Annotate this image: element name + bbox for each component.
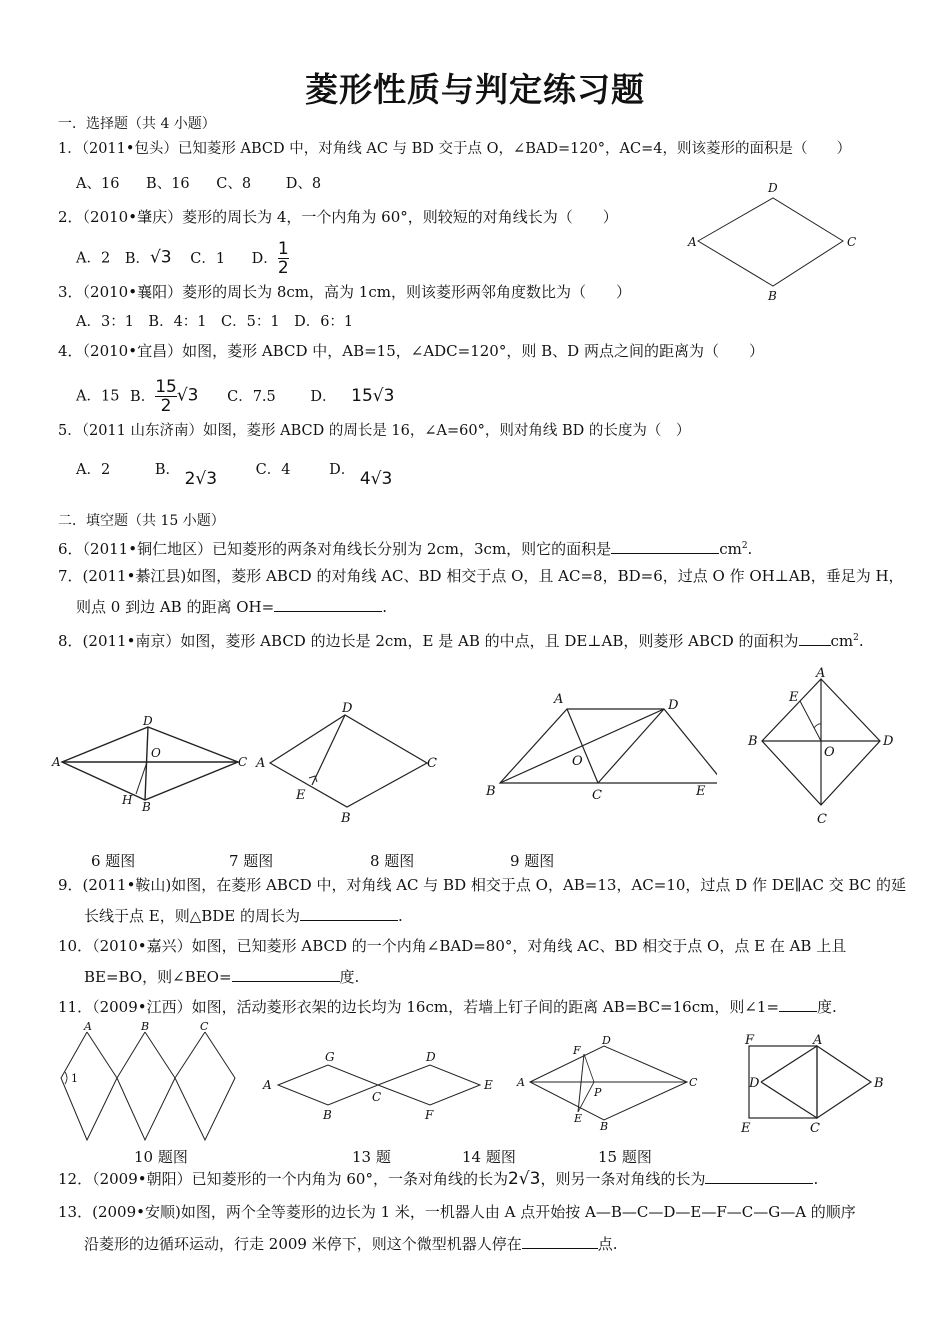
label-a: A	[554, 692, 564, 707]
label-d: D	[883, 734, 894, 749]
label-c: C	[810, 1121, 820, 1136]
q4-option-b-radical: √3	[176, 385, 199, 406]
caption-figure-7: 7 题图	[229, 852, 274, 870]
figure-10-hanger	[55, 1018, 245, 1148]
label-b: B	[748, 734, 758, 749]
caption-figure-14: 14 题图	[462, 1148, 516, 1166]
q4-option-c: C．7.5	[227, 388, 276, 405]
q2-option-d: D．	[251, 250, 278, 267]
question-10: 10．（2010•嘉兴）如图，已知菱形 ABCD 的一个内角∠BAD=80°，对角线 AC、BD 相交于点 O，点 E 在 AB 上且	[58, 937, 847, 955]
caption-figure-10: 10 题图	[134, 1148, 188, 1166]
q9-period: .	[398, 907, 403, 925]
question-11	[58, 996, 837, 1018]
question-9-line2	[84, 905, 403, 927]
fraction-denominator: 2	[277, 258, 289, 278]
q9-answer-blank[interactable]	[300, 906, 398, 921]
q5-option-d: D．	[329, 462, 356, 478]
label-a: A	[263, 1078, 272, 1092]
q7-answer-blank[interactable]	[274, 597, 382, 612]
label-a: A	[688, 235, 697, 249]
label-f: F	[745, 1033, 755, 1048]
q6-text: 6．（2011•铜仁地区）已知菱形的两条对角线长分别为 2cm，3cm，则它的面积是	[58, 540, 612, 558]
q12-period: .	[813, 1170, 819, 1188]
figure-15	[735, 1030, 895, 1140]
caption-figure-13: 13 题	[352, 1148, 391, 1166]
question-6	[58, 535, 752, 560]
q4-option-d: D．	[310, 388, 337, 405]
q11-text: 11．（2009•江西）如图，活动菱形衣架的边长均为 16cm，若墙上钉子间的距离 AB=BC=16cm，则∠1=	[58, 998, 780, 1016]
q6-period: .	[747, 540, 753, 558]
section-fill: 二．填空题（共 15 小题）	[58, 513, 225, 529]
q10-unit: 度.	[339, 968, 360, 986]
label-b: B	[874, 1076, 884, 1091]
label-b: B	[600, 1120, 609, 1130]
caption-figure-15: 15 题图	[598, 1148, 652, 1166]
q6-unit-exponent: 2	[741, 541, 748, 551]
fraction-numerator: 15	[155, 377, 177, 397]
q6-unit: cm	[719, 540, 742, 558]
label-e: E	[696, 784, 706, 799]
fraction-numerator: 1	[277, 239, 289, 259]
q5-option-a: A．2	[76, 462, 111, 478]
label-h: H	[122, 793, 133, 807]
label-f: F	[425, 1108, 434, 1120]
q5-option-b-value: 2√3	[184, 469, 218, 489]
section-choice: 一．选择题（共 4 小题）	[58, 116, 216, 132]
q13-answer-blank[interactable]	[522, 1234, 598, 1249]
q2-option-c: C．1	[190, 250, 226, 267]
label-e: E	[296, 788, 306, 803]
q2-option-b: B．	[124, 250, 150, 267]
q9-text: 长线于点 E，则△BDE 的周长为	[84, 907, 301, 925]
label-f: F	[573, 1044, 581, 1057]
question-8	[58, 627, 864, 652]
q4-option-d-value: 15√3	[351, 385, 395, 406]
q7-text: 则点 0 到边 AB 的距离 OH=	[76, 598, 275, 616]
label-d: D	[602, 1034, 611, 1047]
label-a: A	[256, 756, 266, 771]
q1-options	[76, 173, 321, 195]
q1-option-b: B、16	[146, 176, 190, 192]
figure-14	[512, 1030, 707, 1130]
question-13-line2	[84, 1233, 618, 1255]
label-c: C	[238, 755, 248, 769]
question-4: 4．（2010•宜昌）如图，菱形 ABCD 中，AB=15，∠ADC=120°，则 B、D 两点之间的距离为（ ）	[58, 342, 764, 360]
label-d: D	[749, 1076, 760, 1091]
q11-unit: 度.	[817, 998, 837, 1016]
label-e: E	[484, 1078, 493, 1092]
q5-options	[76, 458, 393, 489]
q12-answer-blank[interactable]	[705, 1169, 813, 1184]
label-d: D	[143, 714, 153, 728]
label-o: O	[572, 754, 583, 769]
label-b: B	[141, 1020, 150, 1033]
q8-unit: cm	[830, 632, 854, 650]
label-c: C	[817, 812, 827, 827]
q5-option-b: B．	[154, 462, 180, 478]
question-3: 3．（2010•襄阳）菱形的周长为 8cm，高为 1cm，则该菱形两邻角度数比为（ ）	[58, 283, 631, 301]
q7-period: .	[382, 598, 387, 616]
question-9: 9．(2011•鞍山)如图，在菱形 ABCD 中，对角线 AC 与 BD 相交于点 O，AB=13，AC=10，过点 D 作 DE∥AC 交 BC 的延	[58, 876, 907, 894]
q2-options	[76, 240, 289, 277]
caption-figure-6: 6 题图	[91, 852, 136, 870]
q11-answer-blank[interactable]	[779, 997, 817, 1012]
label-angle-1: 1	[71, 1072, 78, 1085]
label-a: A	[84, 1020, 92, 1033]
q2-option-d-fraction	[278, 240, 289, 277]
label-d: D	[668, 698, 679, 713]
label-a: A	[816, 666, 826, 681]
q10-text: BE=BO，则∠BEO=	[84, 968, 232, 986]
q6-answer-blank[interactable]	[611, 539, 719, 554]
q8-period: .	[858, 632, 864, 650]
q4-options	[76, 378, 394, 415]
label-c: C	[847, 235, 857, 249]
question-7: 7．(2011•綦江县)如图，菱形 ABCD 的对角线 AC、BD 相交于点 O，且 AC=8，BD=6，过点 O 作 OH⊥AB，垂足为 H，	[58, 567, 904, 585]
label-b: B	[142, 800, 151, 814]
q12-value: 2√3	[507, 1169, 541, 1189]
q13-unit: 点.	[597, 1235, 618, 1253]
question-10-line2	[84, 966, 359, 988]
caption-figure-9: 9 题图	[510, 852, 555, 870]
question-2: 2．（2010•肇庆）菱形的周长为 4，一个内角为 60°，则较短的对角线长为（ ）	[58, 208, 618, 226]
label-o: O	[151, 746, 161, 760]
figure-6	[48, 710, 258, 820]
q5-option-c: C．4	[255, 462, 291, 478]
label-p: P	[594, 1086, 602, 1099]
label-e: E	[741, 1121, 751, 1136]
label-o: O	[824, 745, 835, 760]
label-d: D	[768, 181, 778, 195]
q13-text: 沿菱形的边循环运动，行走 2009 米停下，则这个微型机器人停在	[84, 1235, 522, 1253]
q8-text: 8．(2011•南京）如图，菱形 ABCD 的边长是 2cm，E 是 AB 的中点，且 DE⊥AB，则菱形 ABCD 的面积为	[58, 632, 799, 650]
q8-unit-exponent: 2	[853, 633, 859, 643]
fraction-denominator: 2	[160, 396, 172, 416]
label-g: G	[325, 1050, 335, 1064]
label-e: E	[789, 690, 799, 705]
page-title: 菱形性质与判定练习题	[305, 70, 645, 109]
q10-answer-blank[interactable]	[232, 967, 340, 982]
q1-option-d: D、8	[285, 176, 322, 192]
label-a: A	[52, 755, 61, 769]
label-c: C	[427, 756, 437, 771]
label-b: B	[323, 1108, 332, 1120]
label-b: B	[341, 811, 351, 826]
q5-option-d-value: 4√3	[359, 469, 393, 489]
label-a: A	[813, 1033, 823, 1048]
q3-options: A．3：1 B．4：1 C．5：1 D．6：1	[76, 314, 354, 330]
question-7-line2	[76, 596, 387, 618]
label-c: C	[592, 788, 602, 803]
q2-option-a: A．2	[76, 250, 111, 267]
label-b: B	[486, 784, 496, 799]
question-13: 13．(2009•安顺)如图，两个全等菱形的边长为 1 米，一机器人由 A 点开始按 A—B—C—D—E—F—C—G—A 的顺序	[58, 1203, 856, 1221]
figure-7	[252, 695, 452, 830]
label-d: D	[426, 1050, 436, 1064]
question-12	[58, 1168, 818, 1190]
q4-option-b-fraction	[155, 378, 177, 415]
q4-option-b: B．	[130, 388, 156, 405]
figure-13	[258, 1045, 503, 1120]
caption-figure-8: 8 题图	[370, 852, 415, 870]
label-e: E	[574, 1112, 583, 1125]
label-c: C	[200, 1020, 209, 1033]
q8-answer-blank[interactable]	[799, 631, 831, 646]
question-1: 1．（2011•包头）已知菱形 ABCD 中，对角线 AC 与 BD 交于点 O，∠BAD=120°，AC=4，则该菱形的面积是（ ）	[58, 141, 851, 157]
label-c: C	[689, 1076, 698, 1089]
label-a: A	[517, 1076, 525, 1089]
question-5: 5．（2011 山东济南）如图，菱形 ABCD 的周长是 16，∠A=60°，则对角线 BD 的长度为（ ）	[58, 423, 691, 439]
figure-9	[740, 665, 900, 830]
label-b: B	[768, 289, 777, 303]
figure-8	[482, 685, 717, 805]
q2-option-b-value: √3	[149, 247, 172, 268]
rhombus-figure-q4	[680, 178, 870, 306]
q1-option-c: C、8	[216, 176, 252, 192]
q1-option-a: A、16	[76, 176, 120, 192]
q12-text-2: ，则另一条对角线的长为	[540, 1170, 706, 1188]
label-d: D	[342, 701, 353, 716]
q12-text: 12．（2009•朝阳）已知菱形的一个内角为 60°，一条对角线的长为	[58, 1170, 508, 1188]
label-c: C	[372, 1090, 382, 1104]
q4-option-a: A．15	[76, 388, 120, 405]
